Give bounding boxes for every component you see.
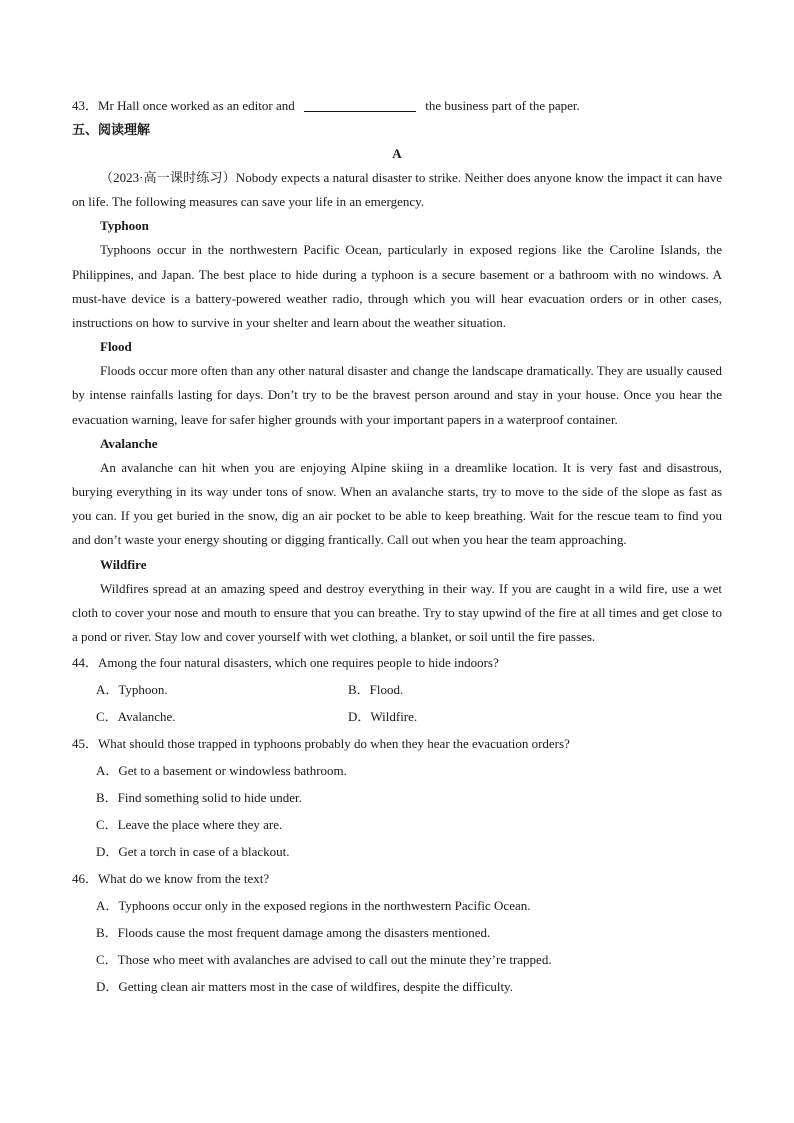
option-b[interactable]: B．Flood.: [348, 682, 404, 698]
option-a[interactable]: A．Get to a basement or windowless bathroom.: [96, 763, 347, 779]
option-b[interactable]: B．Find something solid to hide under.: [96, 790, 302, 806]
option-d[interactable]: D．Wildfire.: [348, 709, 418, 725]
section-heading-avalanche: Avalanche: [100, 435, 158, 451]
question-44-options-row-2: [72, 703, 722, 730]
passage-label: A: [392, 146, 402, 161]
question-44-options-row-1: [72, 676, 722, 703]
option-c[interactable]: C．Those who meet with avalanches are advised to call out the minute they’re trapped.: [96, 952, 552, 968]
answer-blank[interactable]: [304, 97, 416, 112]
passage-intro: （2023·高一课时练习）Nobody expects a natural disaster to strike. Neither does anyone know the impact it can have on life. The following measures can save your life in an emergency.: [72, 170, 722, 210]
section-heading-flood: Flood: [100, 339, 132, 355]
question-43-suffix: the business part of the paper.: [425, 98, 580, 113]
section-heading-wildfire: Wildfire: [100, 556, 147, 572]
section-text-flood: Floods occur more often than any other natural disaster and change the landscape dramatically. They are usually caused by intense rainfalls lasting for days. Don’t try to be the bravest person around and stay in your house. Once you hear the evacuation warning, leave for safer higher grounds with your important papers in a waterproof container.: [72, 363, 722, 427]
section-text-typhoon: Typhoons occur in the northwestern Pacific Ocean, particularly in exposed regions like the Caroline Islands, the Philippines, and Japan. The best place to hide during a typhoon is a secure basement or a bathroom with no windows. A must-have device is a battery-powered weather radio, through which you will hear evacuation orders or in other cases, instructions on how to survive in your shelter and learn about the weather situation.: [72, 242, 722, 331]
section-heading-typhoon: Typhoon: [100, 218, 149, 234]
option-c[interactable]: C．Avalanche.: [96, 709, 176, 725]
question-43-prefix: 43．Mr Hall once worked as an editor and: [72, 98, 295, 113]
option-c[interactable]: C．Leave the place where they are.: [96, 817, 283, 833]
option-a[interactable]: A．Typhoon.: [96, 682, 168, 698]
question-44: 44．Among the four natural disasters, which one requires people to hide indoors?: [72, 655, 499, 671]
question-43: [72, 94, 722, 118]
question-45: 45．What should those trapped in typhoons probably do when they hear the evacuation orders?: [72, 736, 570, 752]
option-d[interactable]: D．Get a torch in case of a blackout.: [96, 844, 290, 860]
section-title: 五、阅读理解: [72, 122, 151, 137]
option-d[interactable]: D．Getting clean air matters most in the case of wildfires, despite the difficulty.: [96, 979, 513, 995]
section-text-avalanche: An avalanche can hit when you are enjoying Alpine skiing in a dreamlike location. It is very fast and disastrous, burying everything in its way under tons of snow. When an avalanche starts, try to move to the side of the slope as fast as you can. If you get buried in the snow, dig an air pocket to be able to keep breathing. Wait for the rescue team to find you and don’t waste your energy shouting or digging frantically. Call out when you hear the team approaching.: [72, 459, 722, 548]
question-46: 46．What do we know from the text?: [72, 871, 270, 887]
section-text-wildfire: Wildfires spread at an amazing speed and destroy everything in their way. If you are caught in a wild fire, use a wet cloth to cover your nose and mouth to ensure that you can breathe. Try to stay upwind of the fire at all times and get close to a pond or river. Stay low and cover yourself with wet clothing, a blanket, or soil until the fire passes.: [72, 580, 722, 645]
option-a[interactable]: A．Typhoons occur only in the exposed regions in the northwestern Pacific Ocean.: [96, 898, 531, 914]
option-b[interactable]: B．Floods cause the most frequent damage among the disasters mentioned.: [96, 925, 491, 941]
document-page: [72, 94, 722, 1000]
